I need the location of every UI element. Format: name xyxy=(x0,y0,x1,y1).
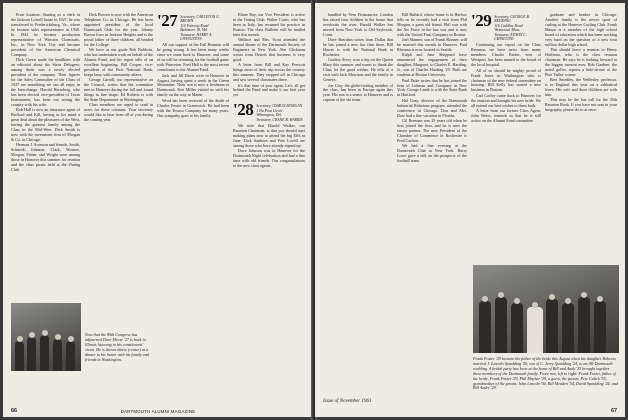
paragraph: Gil Brennan was 25 years old when he first joined the firm, and he is now the senior partner. The new President of the Chamber of Commerce in Rochester is Fred Carlton. xyxy=(397,117,467,143)
address-line: 116 Cadillac Road xyxy=(494,23,523,28)
paragraph: All our support of the Fall Reunion will be going strong. It has been many weeks since we came back to Hanover, and some of us will be returning for the football game with Princeton. Fred Hall is the most recent contributor to the Alumni Fund. xyxy=(157,42,229,73)
paragraph: Gordon Avery won a trip on the Queen Mary this summer and wants to thank the Class for the good wishes. He tells of a visit with Jack Morrison and the family in Geneva. xyxy=(323,57,393,83)
photo-caption: Now that the 85th Congress has adjourned Dave Morse '27 is back in Illinois listening to his constituents' views. He is shown above (center) at a dinner in his honor with his family and friends in Washington. xyxy=(85,332,149,362)
paragraph: Carl Coffey came back to Hanover for the reunion and brought his new bride. We all extend our best wishes to them both. xyxy=(471,92,541,108)
issue-line: Issue of November 1961 xyxy=(323,399,372,404)
paragraph: Jack and Jill Davis were in Hanover in August, having spent a week in the Green Mountains. Their son is now a freshman at Dartmouth. Ken Miller visited us with his family on the way to Maine. xyxy=(157,72,229,98)
paragraph: Wallace and Mrs. Scott attended the annual dinner of the Dartmouth Society of Engineers in New York. Abe Glickman writes from Detroit that business is very good. xyxy=(233,37,305,62)
paragraph: Dick Bowen is now with the American Telephone Co. in Chicago. He has been appointed president of the local Dartmouth Club for the year. Johnny Brown lives in Jackson Heights and is the proud father of three children, all headed for the College. xyxy=(84,12,153,47)
city-line: Baltimore 18, Md. xyxy=(180,28,208,33)
class-year-heading: '29 xyxy=(471,11,492,30)
city-line: Wilmington, Del. xyxy=(256,113,283,118)
paragraph: Herman J. Aronson and friends, Smith, Schmidt, Johnson, Clark, Monroe, Morgan, Fisher, and Wright were among those in Hanover this summer for reunion and the class picnic held at the Outing Club. xyxy=(11,141,80,172)
paragraph: Joel Skinner, son of Frank Skinner, will be married this month in Hanover. Paul Rheuma is now located in Seattle. xyxy=(397,37,467,53)
paragraph: Hal Gray, director of the Dartmouth Industrial Relations program, attended the conference in Chicago. Don and Mrs. Dow had a fine vacation in Florida. xyxy=(397,97,467,118)
paragraph: This should leave a reunion to Henry Hoffman, who is the class reunion chairman. He says he is looking forward to the biggest turnout ever. Bob Gardner, the noted golfer, reports a hole-in-one at the Pine Valley course. xyxy=(545,47,617,77)
paragraph: This may be the last call for the 35th Reunion Book. If you have not sent in your biography, please do so at once. xyxy=(545,97,617,113)
class-officers xyxy=(494,13,541,41)
city-line: Westwood, Mass. xyxy=(494,28,521,33)
left-page xyxy=(3,3,313,417)
treasurer-line: Treasurer, CRANE B. HARRIS xyxy=(256,117,303,122)
class-27-header xyxy=(157,13,229,41)
paragraph: It's that time of year again. Let's all get behind the Fund and make it our best year yet. xyxy=(233,82,305,98)
secretary-line: Secretary, OSMUN MORGAN xyxy=(256,104,303,109)
left-column-3 xyxy=(157,13,229,119)
left-column-2 xyxy=(84,13,153,124)
right-column-2 xyxy=(397,13,467,164)
paragraph: graduate and banker in Chicago. Another family is the newer sport of curling at the Hanover Curling Club. Frank Mason is a member of the high school board of education which has been working very hard on the question of a new four million dollar high school. xyxy=(545,12,617,47)
address-line: 1 Du Pont Circle xyxy=(256,108,283,113)
paragraph: Bob Hall is now an insurance agent of Bedford and Kill, having in his mind a great deal about the pleasures of the West, having the greatest family among the Class in the Mid-West. Dick Smith is now with the investment firm of Morgan & Co. in Chicago. xyxy=(11,106,80,142)
paragraph: Continuing our report on the Class Reunion, we have news from many members. Charlie Parker, now of Westport, has been named to the board of the local hospital. xyxy=(471,42,541,68)
right-column-4 xyxy=(545,13,617,114)
paragraph: Ralph and Jane Sheppard have announced the engagement of their daughter, Margaret, to Charles E. Harding, Jr., son of Charles Harding '29. Both are students at Boston University. xyxy=(397,52,467,78)
right-column-3 xyxy=(471,13,541,124)
class-29-header xyxy=(471,13,541,41)
paragraph: Dave Johnson was in Hanover for the Dartmouth Night celebration and had a fine time with old friends. Our congratulations to the new class agents. xyxy=(233,148,305,169)
right-page xyxy=(315,3,625,417)
paragraph: We have as our guide Bob Baldwin, who has undertaken work on behalf of the Alumni Fund, and his report tells of an excellent beginning. Bill Cooper, vice-president of the First National Bank, keeps busy with community affairs. xyxy=(84,47,154,77)
address-line: 110 Fairway Road xyxy=(180,23,209,28)
secretary-line: Secretary, CARLETON G. BROWN xyxy=(180,15,220,24)
paragraph: handled by Vern Fitzmaurice, London has raised four children in the house that overlooks the river. Harold Walker has moved from New York to Old Saybrook, Conn. xyxy=(323,12,393,37)
paragraph: Bert Smedley, the Wellesley professor, is in England this year on a sabbatical leave. His wife and three children are with him. xyxy=(545,77,617,98)
page-number: 66 xyxy=(11,408,18,414)
wedding-party-photo xyxy=(473,265,619,353)
treasurer-line: Treasurer, EDWIN C. CHINLUND xyxy=(494,32,527,42)
class-year-heading: '28 xyxy=(233,100,254,120)
paragraph: Elmer Ray, our Vice President, is active in the Outing Club. Walter Curtis, who has been in Italy, has resumed his practice in Boston. The class Bulletin will be mailed later this month. xyxy=(233,12,305,37)
paragraph: We note that Harold Walker, our Reunion Chairman, is that you should start making plans now to attend the big 35th in June. Dick Sanborn and Pete Lovell are among those who have already signed up. xyxy=(233,123,305,148)
paragraph: A letter from Bill and Kay Prescott brings news of their trip across the country this summer. They stopped off in Chicago and saw several classmates there. xyxy=(233,62,305,83)
magazine-footer: DARTMOUTH ALUMNI MAGAZINE xyxy=(120,409,196,414)
paragraph: All of us should be mighty proud of Frank Jones in Washington who is chairman of the new federal committee on housing. Bill Kelly has started a new business in Boston. xyxy=(471,67,541,93)
paragraph: Frost location. Starting as a clerk in the Jackson Lowell house in 1927, he was transferred to Fredericksburg, Va., where he became sales representative in 1930. In 1942 he became production representative of Winston Chemicals, Inc., in New York City and became president of the American Chemical Company. xyxy=(11,12,80,57)
class-officers xyxy=(180,13,229,41)
secretary-line: Secretary, GEORGE B. REDDING xyxy=(494,15,530,24)
page-number: 67 xyxy=(611,408,618,414)
paragraph: Word has been received of the death of Charles Foster in Greenwich. He had been with the Texaco Company for many years. Our sympathy goes to his family. xyxy=(157,97,229,118)
class-year-heading: '27 xyxy=(157,11,178,30)
paragraph: Joe Clay, the globe-trotting member of the class, has been in Europe again this year. His son is a senior at Hanover and is captain of the ski team. xyxy=(323,82,393,103)
paragraph: We had a fine evening at the Dartmouth Club in New York. Harry Lowe gave a talk on the prospects of the football team. xyxy=(397,143,467,163)
paragraph: Bill Bullard, whose home is in Harbor, tells us he recently had a visit from Phil Morgan, a great old friend. Phil was with the Air Force in the last war and is now with the United Fruit Company in Boston. xyxy=(397,12,467,37)
class-dinner-photo xyxy=(11,303,81,371)
paragraph: Dick Green made the headlines with an editorial about the Sieur Delugees; among them was a newly elected president of the company. Their figures for the Sales Committee of the Class of 1927 are something we can all enjoy in the Interchange. Harold Hertzberg, who has been elected vice-president of Texas Instruments, has been out seeing the country with his wife. xyxy=(11,56,80,107)
paragraph: A letter from our former Class Agent, John Weiss, reminds us that he is still active on the Alumni Fund committee. xyxy=(471,108,541,123)
paragraph: George Carroll, our representative on the Council, writes that the committee met in Hanover during the fall and found things in fine shape. Ed Roberts is with the State Department in Washington. xyxy=(84,77,153,102)
paragraph: Class members are urged to send in news for these columns. Your secretary would like to hear from all of you during the coming year. xyxy=(84,102,153,123)
left-column-1 xyxy=(11,13,80,173)
right-column-1 xyxy=(323,13,393,104)
treasurer-line: Treasurer, HARRY A. LIVINGSTON xyxy=(180,32,213,42)
photo-caption: Frank Foster '29 became the father of the bride this August when his daughter Roberta married J. Lincoln Spaulding '56, son of C. Jerry Spaulding '24, in an All-Dartmouth wedding. A bridal party has been at the home of Bill and Andy '29 brought together these members of the Dartmouth family. Front row, left to right: Frank Foster, father of the bride, Frank Foster '29, Phil Mayher '29, a guest, the groom, Pete Gulick '55, grandmother of the groom, John Lincoln '04, Bill Meaden '54, David Spaulding '24, and Bill Andre '29. xyxy=(473,356,618,391)
paragraph: Dave Sheridan writes from Dallas that he has joined a new law firm there. Bill Hawes is with the National Bank in Rochester. xyxy=(323,37,393,58)
class-officers xyxy=(256,102,302,122)
paragraph: Paul Duke writes that he has joined the firm of Lehman and Company in New York. George Lamb is with the State Bank in Hartford. xyxy=(397,77,467,98)
left-column-4 xyxy=(233,13,305,169)
class-28-header xyxy=(233,102,305,122)
